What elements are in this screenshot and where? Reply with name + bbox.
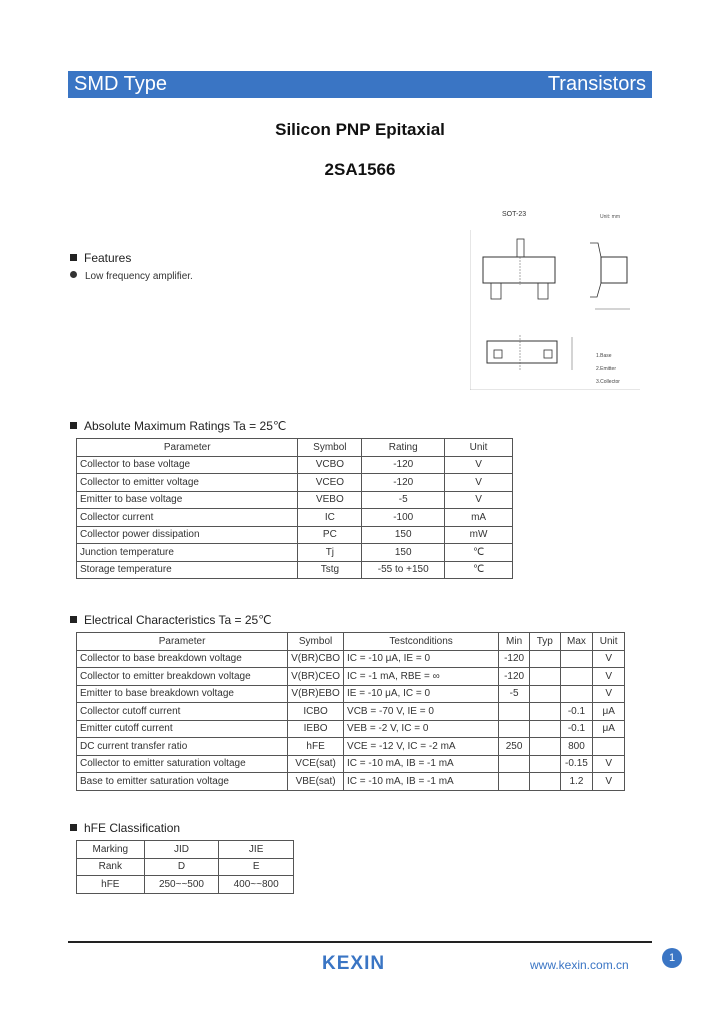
table-cell: -120: [362, 456, 445, 474]
table-cell: [529, 685, 560, 703]
table-cell: IC = -10 mA, IB = -1 mA: [344, 773, 499, 791]
table-cell: hFE: [288, 738, 344, 756]
table-cell: hFE: [77, 876, 145, 894]
table-row: [77, 738, 625, 756]
table-cell: Junction temperature: [77, 544, 298, 562]
table-cell: Storage temperature: [77, 561, 298, 579]
table-cell: 1.2: [560, 773, 593, 791]
table-cell: Collector to base breakdown voltage: [77, 650, 288, 668]
table-cell: VCB = -70 V, IE = 0: [344, 703, 499, 721]
table-cell: [560, 650, 593, 668]
kexin-logo: KEXIN: [322, 953, 386, 974]
table-header-cell: Min: [499, 633, 530, 651]
table-cell: Marking: [77, 841, 145, 859]
table-cell: VCE(sat): [288, 755, 344, 773]
table-cell: [560, 685, 593, 703]
table-row: [77, 755, 625, 773]
table-cell: V(BR)CBO: [288, 650, 344, 668]
table-cell: V: [593, 668, 625, 686]
table-cell: Collector current: [77, 509, 298, 527]
table-cell: μA: [593, 720, 625, 738]
pin-3-label: 3.Collector: [596, 379, 620, 385]
table-cell: IC = -10 mA, IB = -1 mA: [344, 755, 499, 773]
table-cell: -120: [362, 474, 445, 492]
table-cell: μA: [593, 703, 625, 721]
table-cell: Emitter cutoff current: [77, 720, 288, 738]
table-row: [77, 858, 294, 876]
table-row: [77, 650, 625, 668]
table-cell: Emitter to base breakdown voltage: [77, 685, 288, 703]
table-cell: E: [219, 858, 294, 876]
package-drawing: [470, 205, 650, 390]
table-cell: Rank: [77, 858, 145, 876]
header-left: SMD Type: [74, 73, 167, 95]
header-bar: [68, 71, 652, 98]
pin-1-label: 1.Base: [596, 353, 612, 359]
table-header-cell: Symbol: [298, 439, 362, 457]
table-cell: 400~~800: [219, 876, 294, 894]
table-cell: Collector to emitter breakdown voltage: [77, 668, 288, 686]
features-heading: Features: [70, 251, 131, 265]
table-cell: [499, 720, 530, 738]
abs-max-table: [76, 438, 513, 579]
table-row: [77, 685, 625, 703]
table-cell: IE = -10 μA, IC = 0: [344, 685, 499, 703]
table-cell: V: [445, 491, 513, 509]
table-cell: [560, 668, 593, 686]
table-cell: IEBO: [288, 720, 344, 738]
table-header-cell: Unit: [593, 633, 625, 651]
table-cell: V: [593, 685, 625, 703]
table-cell: ℃: [445, 561, 513, 579]
table-header-cell: Rating: [362, 439, 445, 457]
table-cell: [499, 773, 530, 791]
table-row: [77, 876, 294, 894]
table-cell: IC = -10 μA, IE = 0: [344, 650, 499, 668]
table-cell: -120: [499, 668, 530, 686]
bullet-square-icon: [70, 422, 77, 429]
table-row: [77, 841, 294, 859]
hfe-table: [76, 840, 294, 894]
table-row: [77, 773, 625, 791]
table-cell: 150: [362, 544, 445, 562]
table-cell: IC: [298, 509, 362, 527]
table-cell: PC: [298, 526, 362, 544]
table-cell: [529, 773, 560, 791]
table-header-cell: Parameter: [77, 633, 288, 651]
table-header-row: [77, 439, 513, 457]
table-cell: VEBO: [298, 491, 362, 509]
doc-title: Silicon PNP Epitaxial: [275, 120, 445, 139]
table-cell: Tj: [298, 544, 362, 562]
table-cell: D: [144, 858, 219, 876]
table-cell: -0.1: [560, 720, 593, 738]
table-cell: [529, 650, 560, 668]
pin-2-label: 2.Emitter: [596, 366, 617, 372]
table-cell: ℃: [445, 544, 513, 562]
table-cell: Collector to emitter saturation voltage: [77, 755, 288, 773]
table-row: [77, 491, 513, 509]
page-number: 1: [662, 948, 682, 968]
table-cell: mA: [445, 509, 513, 527]
table-cell: Tstg: [298, 561, 362, 579]
table-cell: JID: [144, 841, 219, 859]
table-header-cell: Typ: [529, 633, 560, 651]
table-cell: Collector to base voltage: [77, 456, 298, 474]
table-header-cell: Unit: [445, 439, 513, 457]
table-cell: mW: [445, 526, 513, 544]
feature-item: Low frequency amplifier.: [70, 271, 193, 282]
footer-divider: [68, 941, 652, 943]
elec-heading: Electrical Characteristics Ta = 25℃: [70, 613, 272, 627]
table-header-cell: Max: [560, 633, 593, 651]
table-cell: -0.15: [560, 755, 593, 773]
table-row: [77, 509, 513, 527]
table-cell: V: [445, 474, 513, 492]
table-cell: 800: [560, 738, 593, 756]
table-row: [77, 526, 513, 544]
table-row: [77, 474, 513, 492]
table-cell: ICBO: [288, 703, 344, 721]
table-cell: DC current transfer ratio: [77, 738, 288, 756]
table-cell: Base to emitter saturation voltage: [77, 773, 288, 791]
table-header-row: [77, 633, 625, 651]
hfe-heading: hFE Classification: [70, 821, 180, 835]
website-url[interactable]: www.kexin.com.cn: [530, 958, 629, 972]
table-cell: V(BR)CEO: [288, 668, 344, 686]
table-header-cell: Symbol: [288, 633, 344, 651]
table-cell: 150: [362, 526, 445, 544]
table-cell: -120: [499, 650, 530, 668]
table-cell: -0.1: [560, 703, 593, 721]
table-cell: -5: [499, 685, 530, 703]
table-row: [77, 561, 513, 579]
table-header-cell: Parameter: [77, 439, 298, 457]
package-name: SOT-23: [502, 211, 527, 218]
table-cell: Collector cutoff current: [77, 703, 288, 721]
part-number: 2SA1566: [324, 160, 396, 179]
abs-max-heading: Absolute Maximum Ratings Ta = 25℃: [70, 419, 286, 433]
table-cell: [529, 720, 560, 738]
table-cell: IC = -1 mA, RBE = ∞: [344, 668, 499, 686]
table-row: [77, 668, 625, 686]
header-right: Transistors: [547, 73, 646, 95]
table-cell: V: [445, 456, 513, 474]
table-cell: -5: [362, 491, 445, 509]
table-header-cell: Testconditions: [344, 633, 499, 651]
table-cell: Emitter to base voltage: [77, 491, 298, 509]
table-cell: [529, 738, 560, 756]
bullet-dot-icon: [70, 271, 77, 278]
table-cell: [499, 703, 530, 721]
table-cell: VCE = -12 V, IC = -2 mA: [344, 738, 499, 756]
table-cell: Collector power dissipation: [77, 526, 298, 544]
table-cell: VCBO: [298, 456, 362, 474]
unit-label: Unit: mm: [600, 214, 620, 220]
table-row: [77, 703, 625, 721]
bullet-square-icon: [70, 254, 77, 261]
table-cell: V(BR)EBO: [288, 685, 344, 703]
table-cell: [499, 755, 530, 773]
table-cell: -55 to +150: [362, 561, 445, 579]
table-cell: -100: [362, 509, 445, 527]
table-cell: [529, 703, 560, 721]
table-cell: V: [593, 773, 625, 791]
table-cell: V: [593, 755, 625, 773]
table-row: [77, 544, 513, 562]
table-row: [77, 456, 513, 474]
table-row: [77, 720, 625, 738]
table-cell: VBE(sat): [288, 773, 344, 791]
table-cell: 250~~500: [144, 876, 219, 894]
table-cell: Collector to emitter voltage: [77, 474, 298, 492]
table-cell: [529, 668, 560, 686]
bullet-square-icon: [70, 616, 77, 623]
table-cell: [593, 738, 625, 756]
table-cell: V: [593, 650, 625, 668]
table-cell: VCEO: [298, 474, 362, 492]
table-cell: 250: [499, 738, 530, 756]
bullet-square-icon: [70, 824, 77, 831]
table-cell: JIE: [219, 841, 294, 859]
table-cell: VEB = -2 V, IC = 0: [344, 720, 499, 738]
table-cell: [529, 755, 560, 773]
elec-table: [76, 632, 625, 791]
